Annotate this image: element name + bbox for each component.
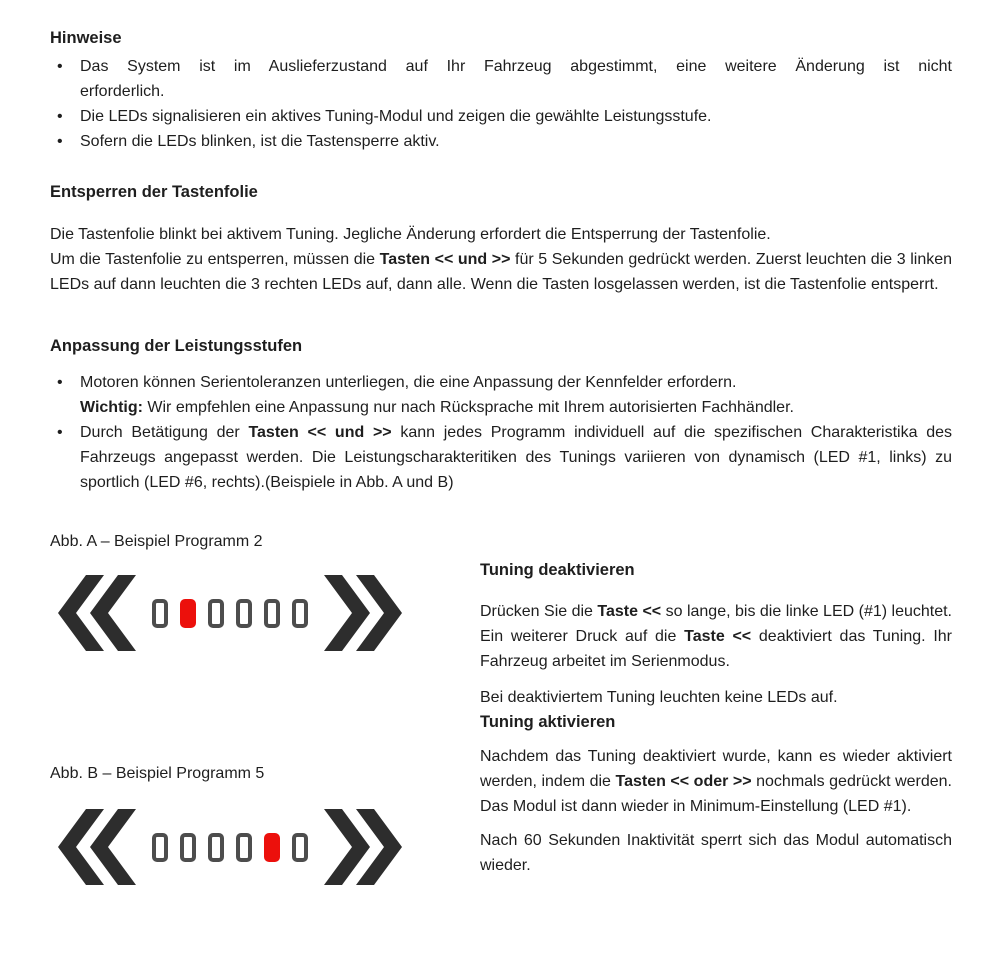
paragraph: Die Tastenfolie blinkt bei aktivem Tuning. Jegliche Änderung erfordert die Entsperrung der Tastenfolie.: [50, 226, 771, 243]
led-2-off: [180, 833, 196, 862]
double-chevron-left-icon: [58, 575, 136, 651]
double-chevron-left-icon: [58, 809, 136, 885]
bullet-icon: •: [57, 108, 63, 125]
tuning-instructions-column: [480, 558, 952, 878]
led-6-off: [292, 599, 308, 628]
paragraph: Bei deaktiviertem Tuning leuchten keine LEDs auf.: [480, 689, 838, 706]
section-heading-tuning-aktivieren: Tuning aktivieren: [480, 713, 616, 731]
figure-a-led-display: [58, 575, 402, 651]
list-item: [50, 54, 952, 104]
led-5-on: [264, 833, 280, 862]
led-1-off: [152, 599, 168, 628]
paragraph: Um die Tastenfolie zu entsperren, müssen die Tasten << und >> für 5 Sekunden gedrückt werden. Zuerst leuchten die 3 linken LEDs auf dann leuchten die 3 rechten LEDs auf, dann alle. Wenn die Tasten losgelassen werden, ist die Tastenfolie entsperrt.: [50, 251, 953, 293]
figure-b-caption: Abb. B – Beispiel Programm 5: [50, 765, 265, 782]
bullet-text: Das System ist im Auslieferzustand auf Ihr Fahrzeug abgestimmt, eine weitere Änderung ist nicht erforderlich.: [80, 58, 952, 100]
led-1-off: [152, 833, 168, 862]
section-heading-hinweise: Hinweise: [50, 29, 122, 47]
bullet-icon: •: [57, 424, 63, 441]
figures-and-tuning-section: [50, 495, 952, 942]
led-4-off: [236, 599, 252, 628]
bullet-text: Durch Betätigung der Tasten << und >> kann jedes Programm individuell auf die spezifischen Charakteristika des Fahrzeugs angepasst werden. Die Leistungscharakteritiken des Tunings variieren von dynamisch (LED #1, links) zu sportlich (LED #6, rechts).(Beispiele in Abb. A und B): [80, 424, 953, 491]
list-item: [50, 129, 952, 154]
led-3-off: [208, 833, 224, 862]
list-item: [50, 104, 952, 129]
section-heading-tuning-deaktivieren: Tuning deaktivieren: [480, 561, 635, 579]
hinweise-bullet-list: [50, 54, 952, 154]
led-2-on: [180, 599, 196, 628]
list-item: [50, 370, 952, 420]
section-heading-anpassung: Anpassung der Leistungsstufen: [50, 337, 303, 355]
paragraph: Nachdem das Tuning deaktiviert wurde, kann es wieder aktiviert werden, indem die Tasten << oder >> nochmals gedrückt werden. Das Modul ist dann wieder in Minimum-Einstellung (LED #1).: [480, 748, 952, 815]
paragraph: Nach 60 Sekunden Inaktivität sperrt sich das Modul automatisch wieder.: [480, 832, 952, 874]
section-heading-entsperren: Entsperren der Tastenfolie: [50, 183, 258, 201]
main-content: [50, 26, 952, 942]
led-3-off: [208, 599, 224, 628]
bullet-icon: •: [57, 133, 63, 150]
list-item: [50, 420, 952, 495]
led-5-off: [264, 599, 280, 628]
led-row: [152, 599, 308, 628]
bullet-text: Die LEDs signalisieren ein aktives Tuning-Modul und zeigen die gewählte Leistungsstufe.: [80, 108, 712, 125]
double-chevron-right-icon: [324, 575, 402, 651]
paragraph: Drücken Sie die Taste << so lange, bis die linke LED (#1) leuchtet. Ein weiterer Druck auf die Taste << deaktiviert das Tuning. Ihr Fahrzeug arbeitet im Serienmodus.: [480, 603, 953, 670]
double-chevron-right-icon: [324, 809, 402, 885]
figure-a-caption: Abb. A – Beispiel Programm 2: [50, 533, 263, 550]
bullet-text: Sofern die LEDs blinken, ist die Tastensperre aktiv.: [80, 133, 440, 150]
bullet-text: Motoren können Serientoleranzen unterliegen, die eine Anpassung der Kennfelder erfordern. Wichtig: Wir empfehlen eine Anpassung nur nach Rücksprache mit Ihrem autorisierten Fachhändler.: [80, 374, 794, 416]
led-4-off: [236, 833, 252, 862]
led-row: [152, 833, 308, 862]
led-6-off: [292, 833, 308, 862]
figure-b-led-display: [58, 809, 402, 885]
bullet-icon: •: [57, 374, 63, 391]
anpassung-bullet-list: [50, 370, 952, 495]
bullet-icon: •: [57, 58, 63, 75]
